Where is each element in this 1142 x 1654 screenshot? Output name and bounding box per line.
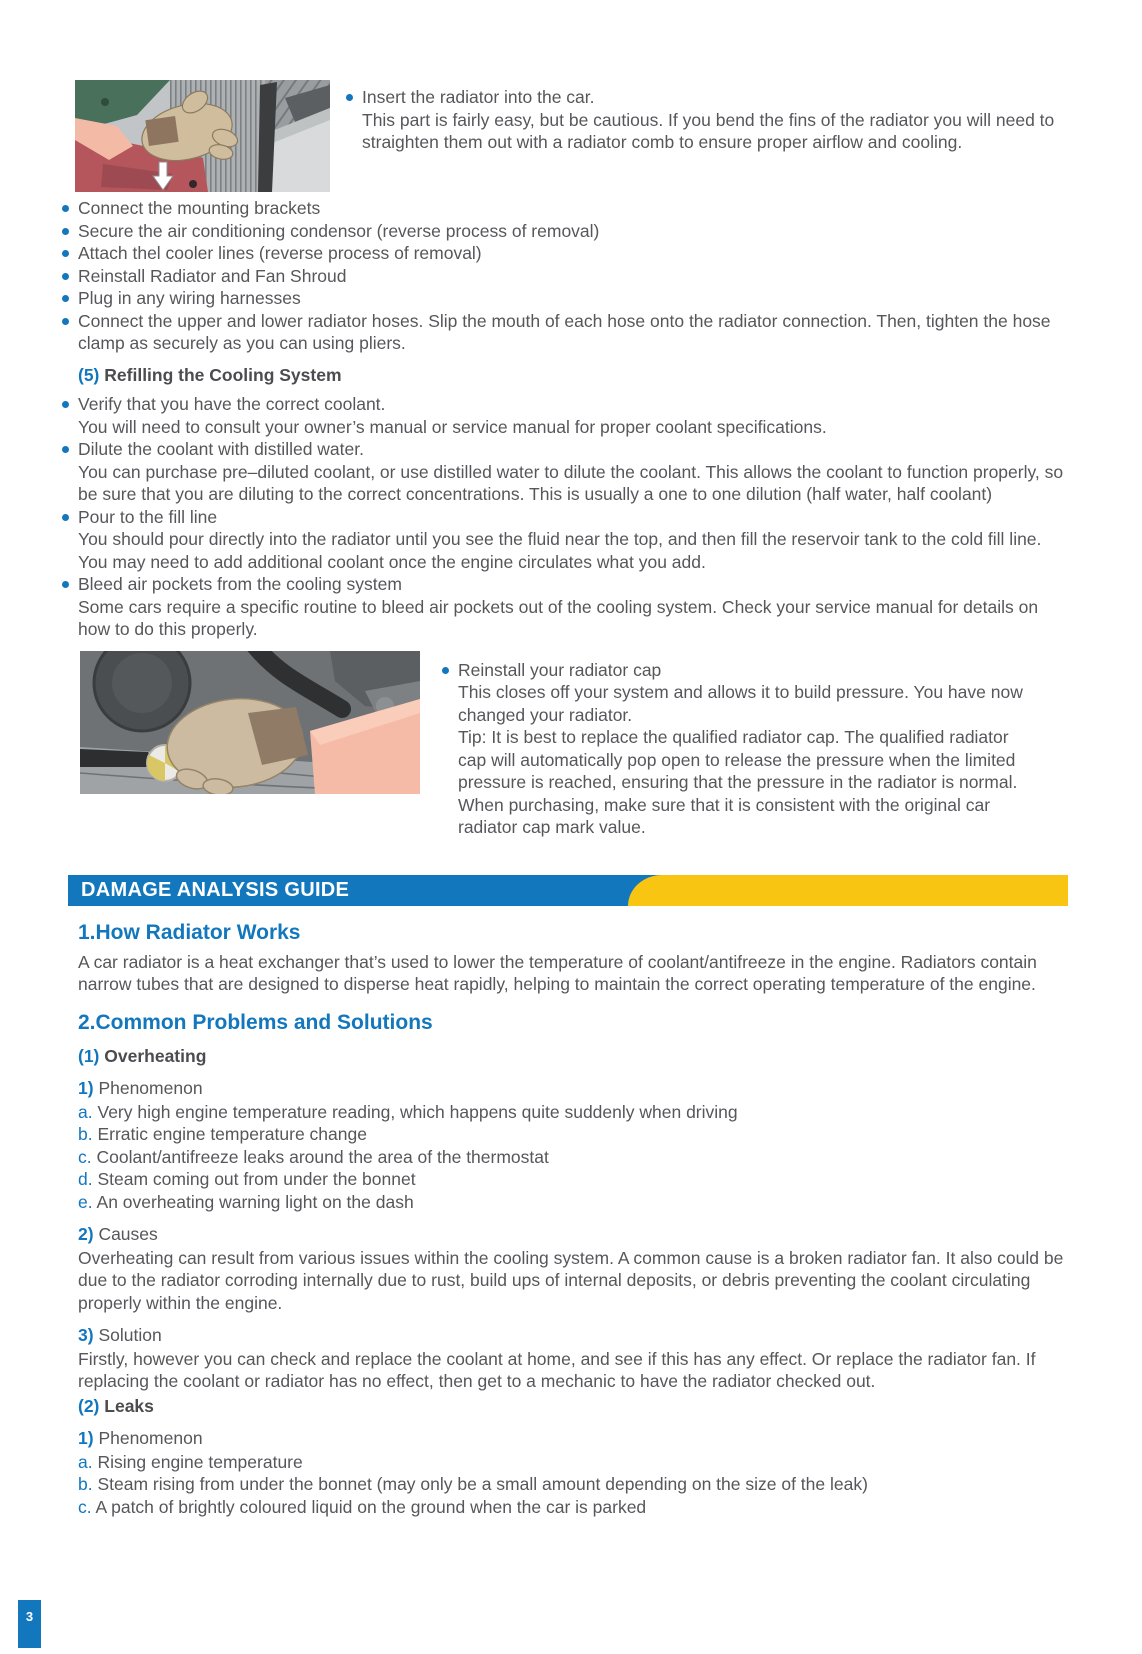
cap-bullet-tip: Tip: It is best to replace the qualified radiator cap. The qualified radiator cap will automatically pop open to release the pressure when the limited pressure is reached, ensuring that the pressure in the radiator is normal. When purchasing, make sure that it is consistent with the original car radiator cap mark value. <box>458 727 1018 837</box>
list-item <box>62 573 1068 641</box>
page-content <box>62 80 1068 1518</box>
overheating-causes-heading: 2) Causes <box>78 1224 158 1244</box>
page-number-tab: 3 <box>18 1600 41 1648</box>
list-item: Reinstall Radiator and Fan Shroud <box>62 265 1068 288</box>
list-item: b. Steam rising from under the bonnet (may only be a small amount depending on the size of the leak) <box>78 1474 868 1494</box>
cap-bullet-title: Reinstall your radiator cap <box>458 659 662 680</box>
list-item: Plug in any wiring harnesses <box>62 287 1068 310</box>
bullet-icon <box>442 659 458 839</box>
refill-step-title: Pour to the fill line <box>78 506 218 527</box>
radiator-cap-bullet <box>442 659 1028 839</box>
refill-step-title: Dilute the coolant with distilled water. <box>78 439 364 459</box>
section-heading-how-radiator-works: 1.How Radiator Works <box>78 920 301 944</box>
list-item: a. Rising engine temperature <box>78 1451 303 1472</box>
insert-radiator-illustration <box>75 80 330 192</box>
overheating-heading-number: (1) <box>78 1045 100 1066</box>
refill-step-detail: You should pour directly into the radiator until you see the fluid near the top, and then fill the reservoir tank to the cold fill line. You may need to add additional coolant once the engine circulates what you add. <box>78 529 1042 572</box>
overheating-solution-heading: 3) Solution <box>78 1325 162 1345</box>
list-item: Attach thel cooler lines (reverse process of removal) <box>62 242 1068 265</box>
list-item <box>62 506 1068 574</box>
list-item: Connect the upper and lower radiator hoses. Slip the mouth of each hose onto the radiator connection. Then, tighten the hose clamp as securely as you can using pliers. <box>62 310 1068 355</box>
bullet-icon <box>62 438 78 506</box>
list-item: Connect the mounting brackets <box>62 197 1068 220</box>
overheating-heading <box>78 1045 1068 1068</box>
list-item: d. Steam coming out from under the bonnet <box>78 1169 416 1189</box>
insert-radiator-row <box>75 80 1068 192</box>
section-heading-common-problems: 2.Common Problems and Solutions <box>78 1010 433 1034</box>
bullet-icon <box>62 573 78 641</box>
refill-steps-list <box>62 393 1068 641</box>
insert-bullet-title: Insert the radiator into the car. <box>362 87 595 107</box>
bullet-icon <box>62 506 78 574</box>
refill-step-detail: You can purchase pre–diluted coolant, or use distilled water to dilute the coolant. This allows the coolant to function properly, so be sure that you are diluting to the correct concentrations. This is usually a one to one dilution (half water, half coolant) <box>78 461 1064 504</box>
overheating-phenomenon-heading: 1) Phenomenon <box>78 1078 203 1098</box>
bullet-icon <box>62 197 78 220</box>
refill-step-detail: Some cars require a specific routine to bleed air pockets out of the cooling system. Check your service manual for details on how to do this properly. <box>78 596 1039 639</box>
overheating-heading-label: Overheating <box>104 1045 207 1066</box>
bullet-icon <box>62 287 78 310</box>
refill-step-title: Bleed air pockets from the cooling system <box>78 574 402 594</box>
list-item <box>62 393 1068 438</box>
bullet-icon <box>62 310 78 355</box>
leaks-heading-label: Leaks <box>104 1395 154 1416</box>
bullet-icon <box>62 265 78 288</box>
refill-step-title: Verify that you have the correct coolant. <box>78 394 386 414</box>
overheating-causes-paragraph: Overheating can result from various issues within the cooling system. A common cause is a broken radiator fan. It also could be due to the radiator corroding internally due to rust, build ups of internal deposits, or debris preventing the coolant circulating properly within the engine. <box>78 1247 1064 1313</box>
bullet-icon <box>62 242 78 265</box>
list-item: a. Very high engine temperature reading, which happens quite suddenly when driving <box>78 1101 738 1122</box>
banner-title: DAMAGE ANALYSIS GUIDE <box>81 878 350 901</box>
radiator-cap-illustration <box>80 651 420 794</box>
refilling-heading-label: Refilling the Cooling System <box>104 364 342 385</box>
overheating-solution-paragraph: Firstly, however you can check and replace the coolant at home, and see if this has any effect. Or replace the radiator fan. If replacing the coolant or radiator has no effect, then get to a mechanic to have the radiator checked out. <box>78 1348 1036 1391</box>
install-steps-list <box>62 197 1068 355</box>
refilling-heading-number: (5) <box>78 364 100 385</box>
list-item: b. Erratic engine temperature change <box>78 1124 367 1144</box>
bullet-icon <box>62 220 78 243</box>
list-item: c. A patch of brightly coloured liquid on the ground when the car is parked <box>78 1496 647 1517</box>
refill-step-detail: You will need to consult your owner’s manual or service manual for proper coolant specifications. <box>78 416 827 437</box>
radiator-cap-row <box>80 651 1068 839</box>
list-item <box>62 438 1068 506</box>
leaks-phenomenon-heading: 1) Phenomenon <box>78 1428 203 1448</box>
insert-bullet-detail: This part is fairly easy, but be cautious. If you bend the fins of the radiator you will need to straighten them out with a radiator comb to ensure proper airflow and cooling. <box>362 109 1055 152</box>
how-radiator-works-paragraph: A car radiator is a heat exchanger that’s used to lower the temperature of coolant/antifreeze in the engine. Radiators contain narrow tubes that are designed to disperse heat rapidly, helping to maintain the correct operating temperature of the engine. <box>78 951 1037 994</box>
cap-bullet-detail: This closes off your system and allows it to build pressure. You have now changed your radiator. <box>458 682 1023 725</box>
list-item: c. Coolant/antifreeze leaks around the area of the thermostat <box>78 1146 549 1167</box>
refilling-heading <box>78 364 1068 387</box>
leaks-heading-number: (2) <box>78 1395 100 1416</box>
list-item: e. An overheating warning light on the dash <box>78 1191 414 1212</box>
leaks-heading <box>78 1395 1068 1418</box>
bullet-icon <box>62 393 78 438</box>
insert-radiator-bullet <box>346 86 1068 154</box>
list-item: Secure the air conditioning condensor (reverse process of removal) <box>62 220 1068 243</box>
damage-analysis-banner <box>68 875 1068 906</box>
bullet-icon <box>346 86 362 154</box>
